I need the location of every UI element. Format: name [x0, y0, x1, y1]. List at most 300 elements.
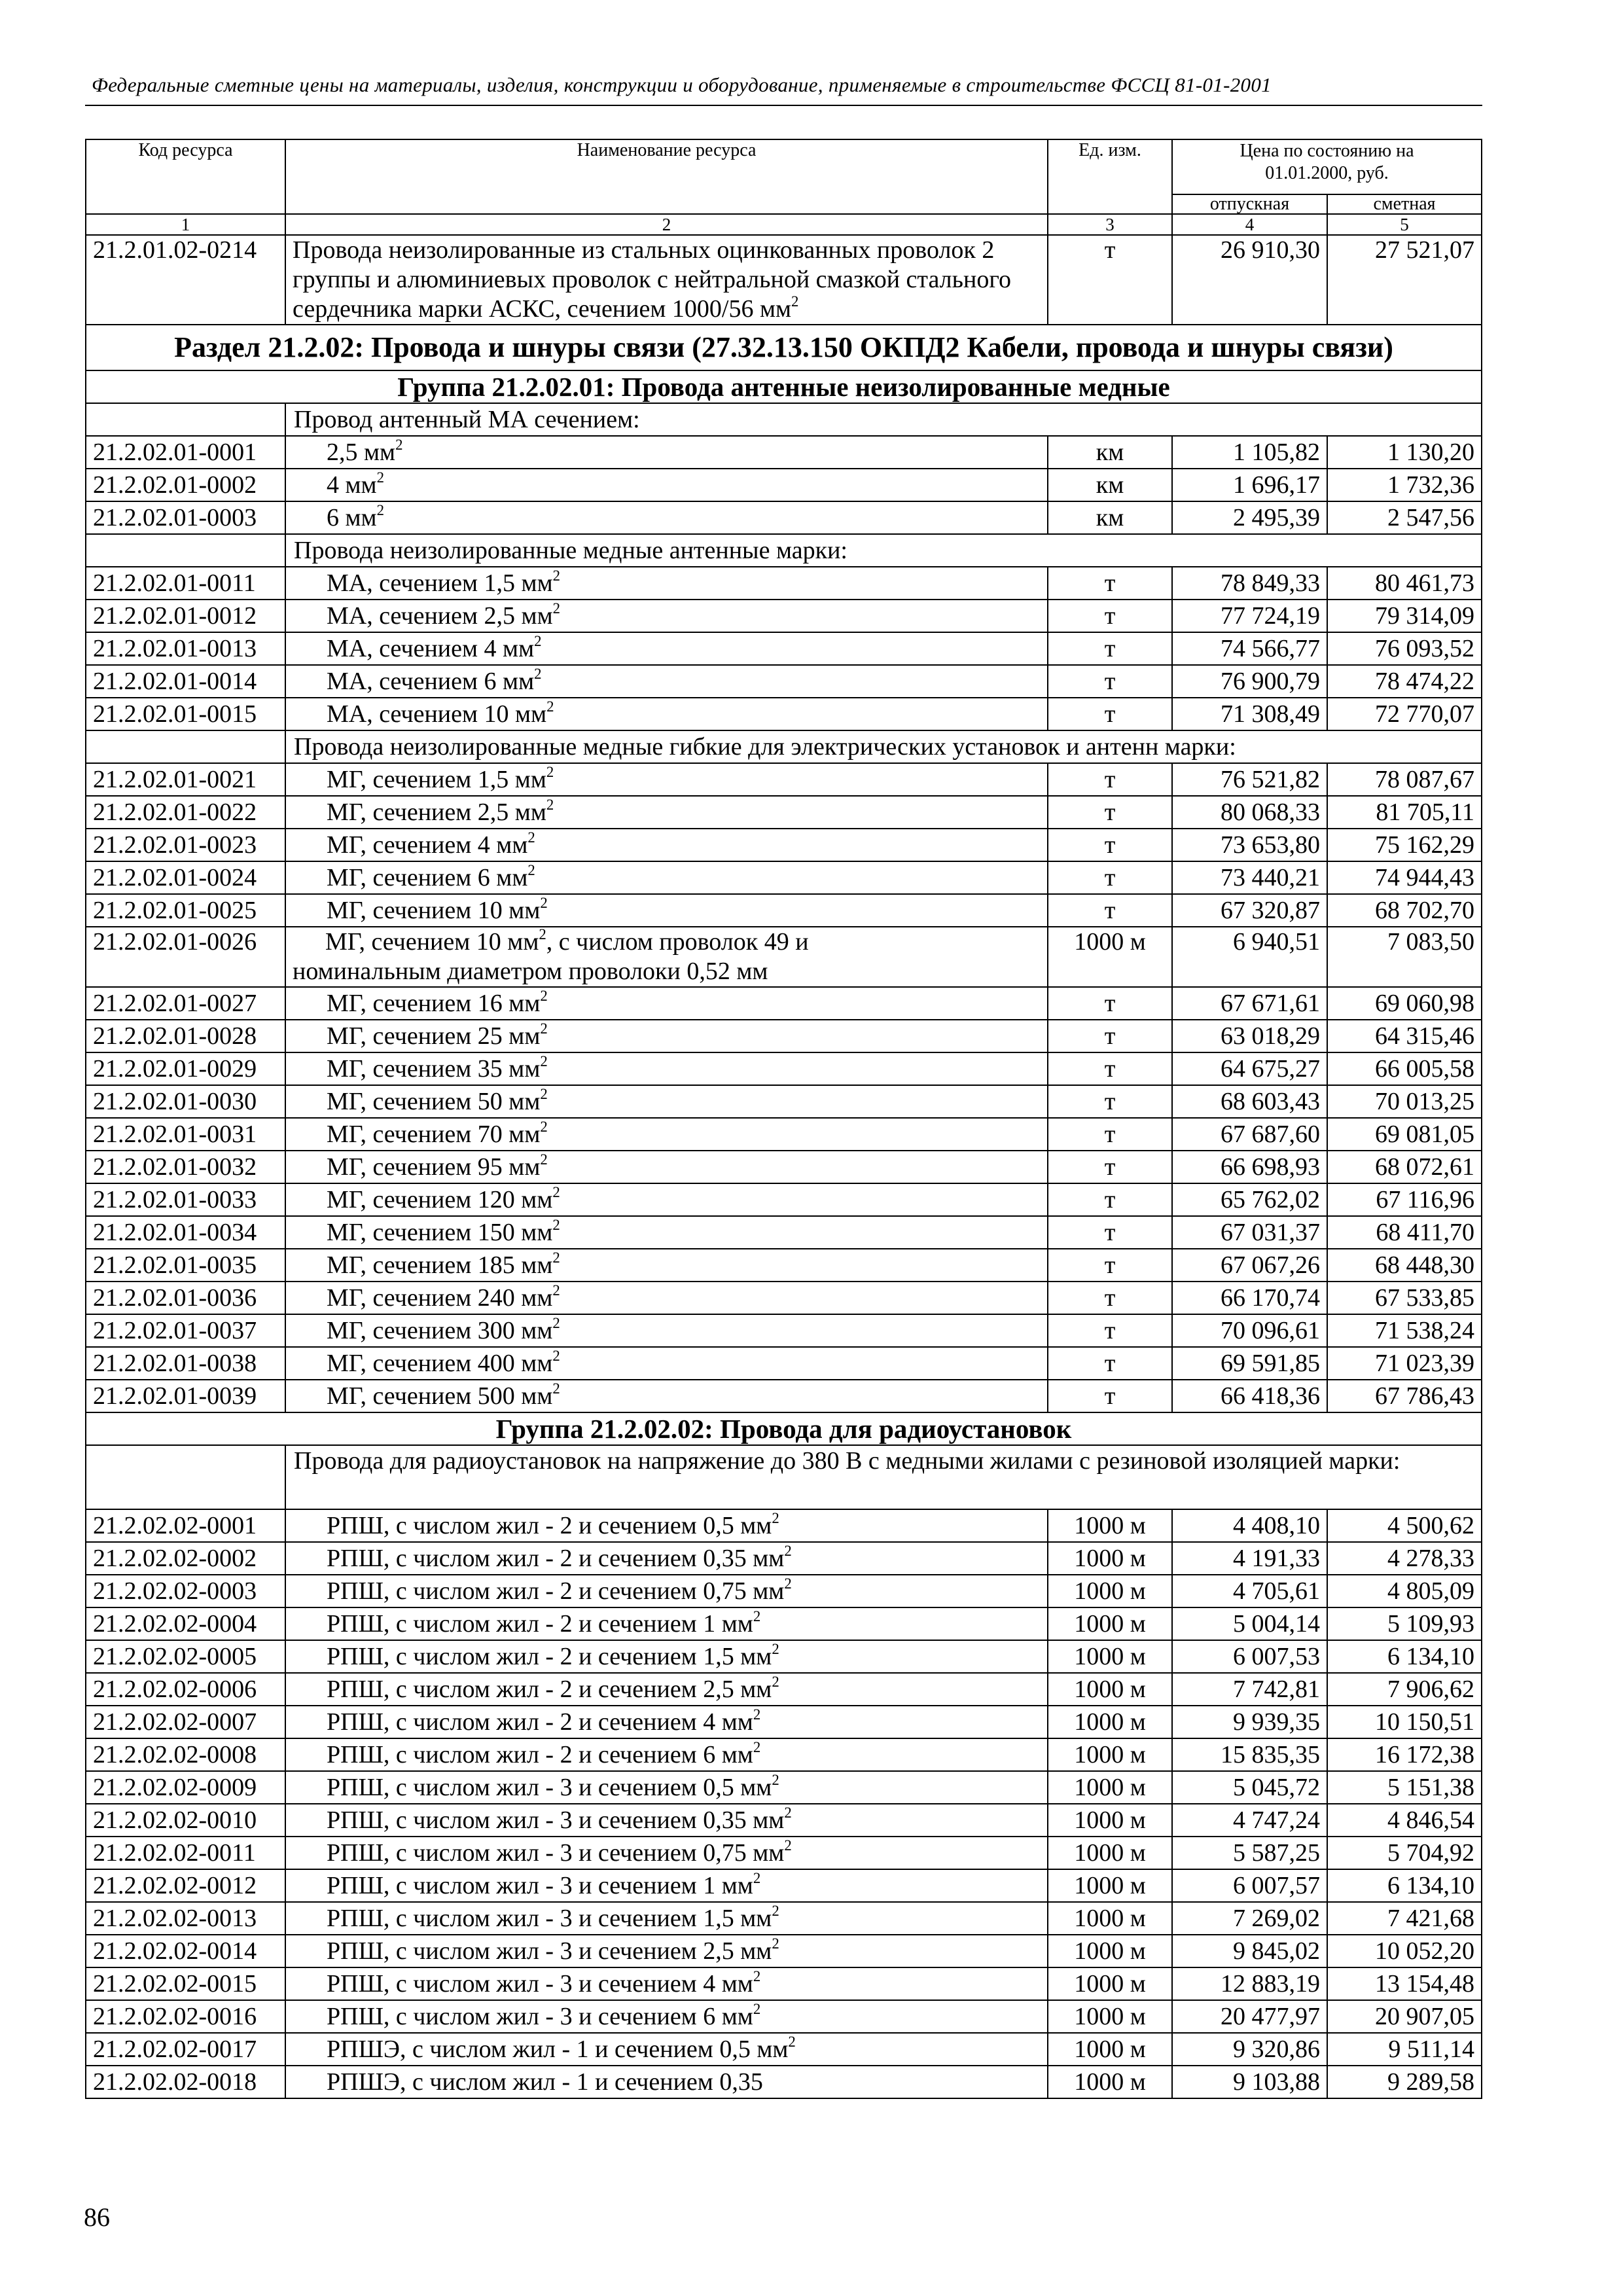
table-row	[86, 2066, 1482, 2098]
resource-unit: т	[1048, 567, 1172, 600]
resource-unit: 1000 м	[1048, 1771, 1172, 1804]
resource-unit: 1000 м	[1048, 1935, 1172, 1967]
resource-name	[285, 1640, 1048, 1673]
price-release: 67 067,26	[1172, 1249, 1327, 1282]
empty-cell	[86, 403, 285, 436]
superscript: 2	[552, 1348, 560, 1365]
price-release: 66 418,36	[1172, 1380, 1327, 1412]
superscript: 2	[527, 862, 535, 879]
empty-cell	[86, 1445, 285, 1509]
superscript: 2	[540, 1151, 548, 1168]
table-row	[86, 698, 1482, 730]
resource-name	[285, 436, 1048, 469]
subgroup-label-row	[86, 1445, 1482, 1509]
resource-unit: 1000 м	[1048, 2066, 1172, 2098]
superscript: 2	[540, 895, 548, 912]
resource-code: 21.2.02.02-0011	[86, 1837, 285, 1869]
resource-name-text: РПШ, с числом жил - 2 и сечением 6 мм	[327, 1741, 753, 1768]
group-title: Группа 21.2.02.01: Провода антенные неизолированные медные	[86, 370, 1482, 403]
resource-name-text: , с числом проволок 49 и	[546, 928, 809, 956]
table-row	[86, 796, 1482, 829]
table-row	[86, 1967, 1482, 2000]
resource-name	[285, 501, 1048, 534]
price-estimate: 5 151,38	[1327, 1771, 1482, 1804]
resource-code: 21.2.02.01-0033	[86, 1183, 285, 1216]
table-row	[86, 1216, 1482, 1249]
superscript: 2	[552, 567, 561, 584]
price-estimate: 68 448,30	[1327, 1249, 1482, 1282]
price-estimate: 74 944,43	[1327, 861, 1482, 894]
resource-unit: т	[1048, 763, 1172, 796]
price-release: 2 495,39	[1172, 501, 1327, 534]
superscript: 2	[753, 1739, 761, 1756]
table-row	[86, 2033, 1482, 2066]
price-estimate: 27 521,07	[1327, 235, 1482, 325]
resource-name	[285, 600, 1048, 632]
resource-name	[285, 894, 1048, 927]
table-row	[86, 1706, 1482, 1738]
price-release: 5 004,14	[1172, 1607, 1327, 1640]
resource-unit: т	[1048, 1183, 1172, 1216]
price-estimate: 67 116,96	[1327, 1183, 1482, 1216]
price-release: 76 521,82	[1172, 763, 1327, 796]
resource-name	[285, 1380, 1048, 1412]
resource-name	[285, 1249, 1048, 1282]
superscript: 2	[527, 829, 535, 846]
table-row	[86, 1118, 1482, 1151]
resource-name	[285, 1085, 1048, 1118]
subgroup-label: Провод антенный МА сечением:	[285, 403, 1482, 436]
resource-name	[285, 1216, 1048, 1249]
resource-code: 21.2.02.01-0023	[86, 829, 285, 861]
resource-unit: км	[1048, 436, 1172, 469]
resource-code: 21.2.02.01-0025	[86, 894, 285, 927]
resource-unit: 1000 м	[1048, 2000, 1172, 2033]
price-estimate: 20 907,05	[1327, 2000, 1482, 2033]
subgroup-label-row	[86, 403, 1482, 436]
price-release: 67 031,37	[1172, 1216, 1327, 1249]
price-release: 6 940,51	[1172, 927, 1327, 987]
resource-unit: т	[1048, 1282, 1172, 1314]
resource-name-text: РПШ, с числом жил - 3 и сечением 4 мм	[327, 1970, 753, 1998]
superscript: 2	[376, 469, 384, 486]
superscript: 2	[552, 1315, 560, 1332]
resource-code: 21.2.02.01-0003	[86, 501, 285, 534]
superscript: 2	[772, 1935, 779, 1952]
resource-name	[285, 469, 1048, 501]
table-row	[86, 1151, 1482, 1183]
price-estimate: 7 421,68	[1327, 1902, 1482, 1935]
superscript: 2	[784, 1837, 792, 1854]
price-release: 73 653,80	[1172, 829, 1327, 861]
resource-name-text: РПШ, с числом жил - 2 и сечением 2,5 мм	[327, 1676, 772, 1703]
resource-name	[285, 861, 1048, 894]
price-estimate: 6 134,10	[1327, 1869, 1482, 1902]
price-release: 9 939,35	[1172, 1706, 1327, 1738]
price-estimate: 80 461,73	[1327, 567, 1482, 600]
price-estimate: 7 906,62	[1327, 1673, 1482, 1706]
price-release: 6 007,57	[1172, 1869, 1327, 1902]
resource-name-text: МГ, сечением 25 мм	[327, 1022, 541, 1050]
superscript: 2	[540, 1119, 548, 1136]
superscript: 2	[772, 1772, 779, 1789]
resource-unit: 1000 м	[1048, 1738, 1172, 1771]
resource-name	[285, 665, 1048, 698]
resource-name-text: 6 мм	[327, 504, 377, 531]
price-release: 26 910,30	[1172, 235, 1327, 325]
superscript: 2	[540, 988, 548, 1005]
price-release: 70 096,61	[1172, 1314, 1327, 1347]
price-release: 15 835,35	[1172, 1738, 1327, 1771]
superscript: 2	[540, 1020, 548, 1037]
resource-name-text: МГ, сечением 16 мм	[327, 990, 541, 1017]
resource-name-text: МА, сечением 6 мм	[327, 668, 535, 695]
resource-code: 21.2.02.02-0010	[86, 1804, 285, 1837]
price-estimate: 5 109,93	[1327, 1607, 1482, 1640]
resource-code: 21.2.02.01-0028	[86, 1020, 285, 1052]
resource-unit: 1000 м	[1048, 1575, 1172, 1607]
price-release: 68 603,43	[1172, 1085, 1327, 1118]
subgroup-label: Провода для радиоустановок на напряжение до 380 В с медными жилами с резиновой изоляцией марки:	[285, 1445, 1482, 1509]
subgroup-label: Провода неизолированные медные антенные марки:	[285, 534, 1482, 567]
price-estimate: 67 786,43	[1327, 1380, 1482, 1412]
resource-code: 21.2.02.01-0013	[86, 632, 285, 665]
col-number: 1	[86, 214, 285, 235]
table-row	[86, 927, 1482, 987]
price-estimate: 10 150,51	[1327, 1706, 1482, 1738]
resource-name	[285, 1738, 1048, 1771]
resource-code: 21.2.02.01-0012	[86, 600, 285, 632]
price-estimate: 69 060,98	[1327, 987, 1482, 1020]
superscript: 2	[784, 1804, 792, 1821]
superscript: 2	[552, 1249, 560, 1266]
col-number: 5	[1327, 214, 1482, 235]
price-release: 4 747,24	[1172, 1804, 1327, 1837]
resource-name-text: РПШ, с числом жил - 3 и сечением 0,5 мм	[327, 1774, 772, 1801]
resource-unit: т	[1048, 1052, 1172, 1085]
resource-name-text: МА, сечением 10 мм	[327, 700, 547, 728]
price-estimate: 64 315,46	[1327, 1020, 1482, 1052]
resource-code: 21.2.02.01-0034	[86, 1216, 285, 1249]
superscript: 2	[552, 600, 561, 617]
resource-unit: т	[1048, 1249, 1172, 1282]
resource-name-text: РПШ, с числом жил - 2 и сечением 0,75 мм	[327, 1577, 785, 1605]
resource-name	[285, 1020, 1048, 1052]
resource-name	[285, 829, 1048, 861]
page-number: 86	[84, 2202, 110, 2232]
superscript: 2	[552, 1380, 560, 1397]
resource-code: 21.2.02.02-0017	[86, 2033, 285, 2066]
resource-name	[285, 1967, 1048, 2000]
price-release: 5 587,25	[1172, 1837, 1327, 1869]
resource-code: 21.2.01.02-0214	[86, 235, 285, 325]
resource-code: 21.2.02.01-0024	[86, 861, 285, 894]
resource-name-text: МГ, сечением 185 мм	[327, 1251, 553, 1279]
price-release: 20 477,97	[1172, 2000, 1327, 2033]
resource-name-text: МГ, сечением 95 мм	[327, 1153, 541, 1181]
superscript: 2	[534, 633, 542, 650]
resource-unit: 1000 м	[1048, 1837, 1172, 1869]
resource-code: 21.2.02.01-0026	[86, 927, 285, 987]
resource-name	[285, 1673, 1048, 1706]
group-title: Группа 21.2.02.02: Провода для радиоустановок	[86, 1412, 1482, 1445]
price-estimate: 78 087,67	[1327, 763, 1482, 796]
price-estimate: 71 538,24	[1327, 1314, 1482, 1347]
resource-name	[285, 1575, 1048, 1607]
resource-name-text: МГ, сечением 50 мм	[327, 1088, 541, 1115]
table-row	[86, 567, 1482, 600]
price-estimate: 78 474,22	[1327, 665, 1482, 698]
price-release: 67 671,61	[1172, 987, 1327, 1020]
table-row	[86, 1673, 1482, 1706]
resource-name	[285, 1542, 1048, 1575]
resource-name-text: РПШ, с числом жил - 3 и сечением 1,5 мм	[327, 1905, 772, 1932]
resource-name	[285, 1282, 1048, 1314]
resource-name	[285, 1607, 1048, 1640]
table-row	[86, 632, 1482, 665]
resource-name	[285, 2033, 1048, 2066]
table-row	[86, 436, 1482, 469]
table-row	[86, 1771, 1482, 1804]
table-row	[86, 501, 1482, 534]
resource-code: 21.2.02.02-0016	[86, 2000, 285, 2033]
superscript: 2	[784, 1575, 792, 1592]
price-release: 9 845,02	[1172, 1935, 1327, 1967]
table-row	[86, 1183, 1482, 1216]
resource-name-text: РПШЭ, с числом жил - 1 и сечением 0,5 мм	[327, 2036, 789, 2063]
table-row	[86, 1282, 1482, 1314]
resource-name	[285, 1837, 1048, 1869]
price-release: 76 900,79	[1172, 665, 1327, 698]
resource-unit: т	[1048, 632, 1172, 665]
header-unit: Ед. изм.	[1048, 139, 1172, 214]
resource-name-text: РПШ, с числом жил - 3 и сечением 0,35 мм	[327, 1806, 785, 1834]
table-row	[86, 1314, 1482, 1347]
price-estimate: 71 023,39	[1327, 1347, 1482, 1380]
table-row	[86, 1869, 1482, 1902]
resource-code: 21.2.02.01-0022	[86, 796, 285, 829]
price-estimate: 75 162,29	[1327, 829, 1482, 861]
resource-code: 21.2.02.02-0009	[86, 1771, 285, 1804]
resource-name	[285, 1052, 1048, 1085]
superscript: 2	[753, 1706, 761, 1723]
superscript: 2	[753, 1870, 761, 1887]
table-row	[86, 763, 1482, 796]
resource-unit: 1000 м	[1048, 1640, 1172, 1673]
resource-code: 21.2.02.02-0002	[86, 1542, 285, 1575]
resource-name-text: РПШ, с числом жил - 2 и сечением 0,35 мм	[327, 1545, 785, 1572]
price-release: 67 320,87	[1172, 894, 1327, 927]
price-release: 9 103,88	[1172, 2066, 1327, 2098]
superscript: 2	[772, 1903, 779, 1920]
resource-code: 21.2.02.02-0001	[86, 1509, 285, 1542]
price-release: 5 045,72	[1172, 1771, 1327, 1804]
price-estimate: 16 172,38	[1327, 1738, 1482, 1771]
superscript: 2	[753, 2001, 761, 2018]
resource-code: 21.2.02.01-0032	[86, 1151, 285, 1183]
resource-name: РПШЭ, с числом жил - 1 и сечением 0,35	[285, 2066, 1048, 2098]
superscript: 2	[552, 1217, 560, 1234]
running-header: Федеральные сметные цены на материалы, изделия, конструкции и оборудование, применяемые в строительстве ФССЦ 81-01-2001	[92, 73, 1272, 96]
resource-unit: т	[1048, 1085, 1172, 1118]
superscript: 2	[753, 1608, 761, 1625]
price-estimate: 70 013,25	[1327, 1085, 1482, 1118]
table-row	[86, 1509, 1482, 1542]
subgroup-label-row	[86, 534, 1482, 567]
table-row	[86, 1607, 1482, 1640]
resource-unit: т	[1048, 1118, 1172, 1151]
resource-name-text: МГ, сечением 10 мм	[327, 897, 541, 924]
price-estimate: 67 533,85	[1327, 1282, 1482, 1314]
resource-name-text: МГ, сечением 500 мм	[327, 1382, 553, 1410]
resource-unit: т	[1048, 1020, 1172, 1052]
resource-code: 21.2.02.01-0029	[86, 1052, 285, 1085]
group-title-row	[86, 370, 1482, 403]
resource-unit: т	[1048, 894, 1172, 927]
resource-name-text: МА, сечением 2,5 мм	[327, 602, 553, 630]
resource-code: 21.2.02.01-0001	[86, 436, 285, 469]
price-release: 7 742,81	[1172, 1673, 1327, 1706]
resource-name	[285, 987, 1048, 1020]
price-estimate: 4 805,09	[1327, 1575, 1482, 1607]
price-estimate: 4 278,33	[1327, 1542, 1482, 1575]
resource-name	[285, 1771, 1048, 1804]
superscript: 2	[540, 1086, 548, 1103]
superscript: 2	[772, 1641, 779, 1658]
price-estimate: 66 005,58	[1327, 1052, 1482, 1085]
resource-name	[285, 1347, 1048, 1380]
table-row	[86, 1575, 1482, 1607]
superscript: 2	[552, 1282, 560, 1299]
resource-unit: 1000 м	[1048, 927, 1172, 987]
resource-unit: 1000 м	[1048, 1706, 1172, 1738]
price-estimate: 79 314,09	[1327, 600, 1482, 632]
section-title-row	[86, 325, 1482, 370]
price-release: 74 566,77	[1172, 632, 1327, 665]
resource-unit: т	[1048, 987, 1172, 1020]
resource-unit: т	[1048, 665, 1172, 698]
resource-name	[285, 1935, 1048, 1967]
price-estimate: 1 130,20	[1327, 436, 1482, 469]
resource-name-text: РПШ, с числом жил - 3 и сечением 1 мм	[327, 1872, 753, 1899]
resource-name	[285, 1151, 1048, 1183]
group-title-row	[86, 1412, 1482, 1445]
resource-name-text: МА, сечением 4 мм	[327, 635, 535, 662]
resource-unit: т	[1048, 1347, 1172, 1380]
header-price-release: отпускная	[1172, 194, 1327, 214]
resource-name-text: МГ, сечением 10 мм	[325, 928, 539, 956]
resource-name-text: МГ, сечением 4 мм	[327, 831, 528, 859]
price-release: 65 762,02	[1172, 1183, 1327, 1216]
resource-name-text: РПШ, с числом жил - 2 и сечением 1,5 мм	[327, 1643, 772, 1670]
table-row	[86, 235, 1482, 325]
price-release: 4 191,33	[1172, 1542, 1327, 1575]
price-estimate: 13 154,48	[1327, 1967, 1482, 2000]
resource-name	[285, 1509, 1048, 1542]
price-estimate: 10 052,20	[1327, 1935, 1482, 1967]
table-row	[86, 2000, 1482, 2033]
resource-unit: 1000 м	[1048, 1542, 1172, 1575]
section-title: Раздел 21.2.02: Провода и шнуры связи (27.32.13.150 ОКПД2 Кабели, провода и шнуры связи)	[86, 325, 1482, 370]
superscript: 2	[788, 2034, 796, 2051]
resource-name-text: РПШ, с числом жил - 2 и сечением 0,5 мм	[327, 1512, 772, 1539]
col-number: 3	[1048, 214, 1172, 235]
resource-name-text: МГ, сечением 70 мм	[327, 1121, 541, 1148]
price-estimate: 1 732,36	[1327, 469, 1482, 501]
price-release: 73 440,21	[1172, 861, 1327, 894]
resource-name	[285, 796, 1048, 829]
price-estimate: 69 081,05	[1327, 1118, 1482, 1151]
table-row	[86, 1804, 1482, 1837]
resource-code: 21.2.02.02-0014	[86, 1935, 285, 1967]
table-row	[86, 861, 1482, 894]
resource-name-text: МГ, сечением 6 мм	[327, 864, 528, 891]
table-row	[86, 600, 1482, 632]
superscript: 2	[376, 502, 384, 519]
resource-name	[285, 763, 1048, 796]
resource-name-text: МГ, сечением 150 мм	[327, 1219, 553, 1246]
resource-unit: 1000 м	[1048, 1673, 1172, 1706]
resource-code: 21.2.02.01-0037	[86, 1314, 285, 1347]
resource-code: 21.2.02.01-0036	[86, 1282, 285, 1314]
table-row	[86, 829, 1482, 861]
col-number: 4	[1172, 214, 1327, 235]
price-release: 4 408,10	[1172, 1509, 1327, 1542]
resource-name-text: МГ, сечением 300 мм	[327, 1317, 553, 1344]
price-release: 71 308,49	[1172, 698, 1327, 730]
resource-code: 21.2.02.01-0031	[86, 1118, 285, 1151]
resource-name	[285, 1902, 1048, 1935]
resource-name	[285, 632, 1048, 665]
resource-code: 21.2.02.02-0013	[86, 1902, 285, 1935]
price-estimate: 4 500,62	[1327, 1509, 1482, 1542]
table-row	[86, 1347, 1482, 1380]
empty-cell	[86, 534, 285, 567]
resource-name-text: РПШ, с числом жил - 3 и сечением 6 мм	[327, 2003, 753, 2030]
resource-name	[285, 567, 1048, 600]
resource-name-text: 4 мм	[327, 471, 377, 499]
price-estimate: 5 704,92	[1327, 1837, 1482, 1869]
resource-name-text: МГ, сечением 1,5 мм	[327, 766, 546, 793]
resource-name	[285, 235, 1048, 325]
resource-name	[285, 698, 1048, 730]
header-price-estimate: сметная	[1327, 194, 1482, 214]
resource-name	[285, 1118, 1048, 1151]
resource-code: 21.2.02.02-0003	[86, 1575, 285, 1607]
resource-name-text: МГ, сечением 400 мм	[327, 1350, 553, 1377]
subgroup-label-row	[86, 730, 1482, 763]
superscript: 2	[546, 797, 554, 814]
price-estimate: 4 846,54	[1327, 1804, 1482, 1837]
price-estimate: 68 702,70	[1327, 894, 1482, 927]
header-name: Наименование ресурса	[285, 139, 1048, 214]
superscript: 2	[772, 1510, 779, 1527]
table-row	[86, 665, 1482, 698]
superscript: 2	[552, 1184, 560, 1201]
price-estimate: 6 134,10	[1327, 1640, 1482, 1673]
resource-name-text: РПШ, с числом жил - 3 и сечением 2,5 мм	[327, 1937, 772, 1965]
resource-name-text: РПШ, с числом жил - 3 и сечением 0,75 мм	[327, 1839, 785, 1867]
resource-name-text: МА, сечением 1,5 мм	[327, 569, 553, 597]
price-estimate: 72 770,07	[1327, 698, 1482, 730]
resource-name	[285, 1183, 1048, 1216]
resource-code: 21.2.02.01-0014	[86, 665, 285, 698]
superscript: 2	[395, 437, 403, 454]
empty-cell	[86, 730, 285, 763]
superscript: 2	[784, 1543, 792, 1560]
resource-unit: т	[1048, 829, 1172, 861]
resource-unit: км	[1048, 501, 1172, 534]
